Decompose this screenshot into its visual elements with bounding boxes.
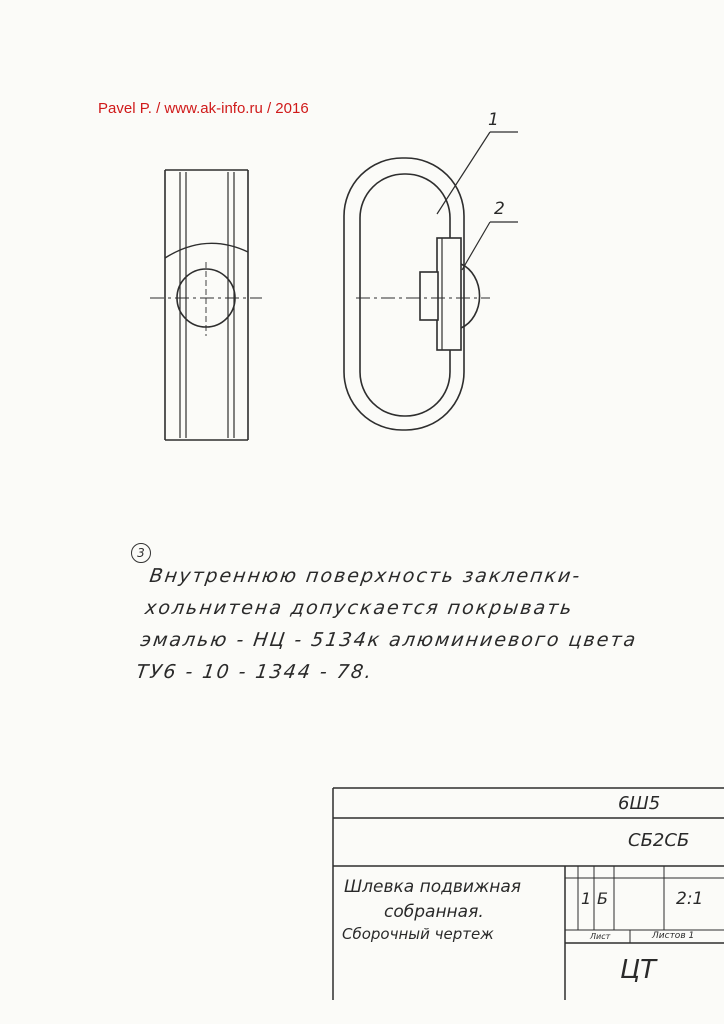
- note-line-3: эмалью - НЦ - 5134к алюминиевого цвета: [139, 629, 639, 651]
- title-lit: 1: [581, 889, 592, 908]
- title-scale: 2:1: [676, 889, 704, 909]
- drawing-code: СБ2СБ: [628, 830, 690, 851]
- title-sheet-label: Лист: [590, 932, 611, 941]
- drawing-code-top: 6Ш5: [618, 793, 661, 814]
- rivet-plate: [437, 238, 461, 350]
- title-mass: Б: [597, 889, 608, 908]
- technical-note: [134, 560, 652, 688]
- title-name-line-2: собранная.: [384, 902, 484, 922]
- note-line-1: Внутреннюю поверхность заклепки-: [148, 565, 583, 587]
- watermark-text: Pavel P. / www.ak-info.ru / 2016: [98, 100, 309, 117]
- rivet-head: [420, 272, 438, 320]
- note-line-2: хольнитена допускается покрывать: [143, 597, 575, 619]
- note-line-4: ТУ6 - 10 - 1344 - 78.: [134, 661, 375, 683]
- note-number: 3: [131, 543, 151, 563]
- leader-1-label: 1: [488, 110, 499, 130]
- title-sheets-label: Листов 1: [652, 931, 695, 941]
- title-name-line-1: Шлевка подвижная: [344, 877, 522, 897]
- title-name-line-3: Сборочный чертеж: [342, 925, 494, 943]
- side-view: [150, 170, 262, 440]
- front-view: [344, 158, 490, 430]
- title-org: ЦТ: [620, 955, 657, 985]
- leader-2-line: [462, 222, 490, 270]
- leader-2-label: 2: [494, 199, 505, 219]
